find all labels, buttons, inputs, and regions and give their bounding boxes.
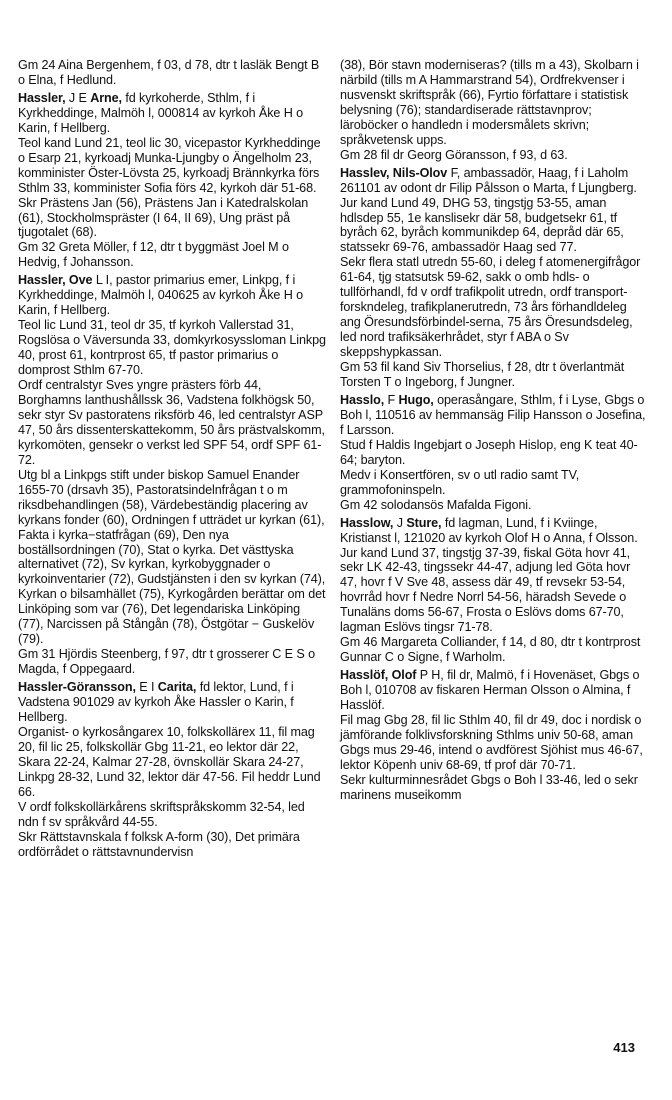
entry-details: fd kyrkoherde, Sthlm, f i Kyrkheddinge, Malmöh l, 000814 av kyrkoh Åke H o Karin, f Hellberg. — [18, 90, 304, 135]
entry-details: fd lagman, Lund, f i Kviinge, Kristianst l, 121020 av kyrkoh Olof H o Anna, f Olsson. — [340, 515, 638, 545]
entry-details: operasångare, Sthlm, f i Lyse, Gbgs o Boh l, 110516 av hemmansäg Filip Hansson o Josefina, f Larsson. — [340, 392, 646, 437]
entry-given-name: Hugo, — [398, 392, 434, 407]
entry-paragraph: Skr Prästens Jan (56), Prästens Jan i Katedralskolan (61), Stockholmspräster (I 64, II 69), Ung präst på tjugotalet (68). — [18, 195, 309, 240]
entry-paragraph: Medv i Konsertfören, sv o utl radio samt TV, grammofoninspeln. — [340, 467, 580, 497]
entry-paragraph: Teol lic Lund 31, teol dr 35, tf kyrkoh Vallerstad 31, Rogslösa o Väversunda 33, domkyrkosyssloman Linkpg 40, prost 61, kontrprost 65, tf pastor primarius o domprost Sthlm 67-70. — [18, 318, 326, 378]
entry-initials: J — [393, 515, 407, 530]
entry-paragraph: Gm 53 fil kand Siv Thorselius, f 28, dtr t överlantmät Torsten T o Ingeborg, f Jungner. — [340, 360, 625, 390]
entry-paragraph: Gm 28 fil dr Georg Göransson, f 93, d 63. — [340, 147, 568, 162]
entry-given-name: Nils-Olov — [392, 165, 448, 180]
entry-paragraph: (38), Bör stavn moderniseras? (tills m a 43), Skolbarn i närbild (tills m A Hammarstrand 54), Ordfrekvenser i nusvenskt skriftspråk (66), Fyrtio författare i statistisk belysning (76); standardiserade rättstavnprov; läroböcker o handledn i modersmålets skrivn; språkvetensk upps. — [340, 58, 639, 147]
entry-paragraph: Gm 32 Greta Möller, f 12, dtr t byggmäst Joel M o Hedvig, f Johansson. — [18, 240, 289, 270]
entry-paragraph: Sekr kulturminnesrådet Gbgs o Boh l 33-46, led o sekr marinens museikomm — [340, 772, 638, 802]
entry-paragraph: Gm 42 solodansös Mafalda Figoni. — [340, 497, 532, 512]
entry-given-name: Ove — [68, 273, 93, 288]
entry-paragraph: Stud f Haldis Ingebjart o Joseph Hislop, eng K teat 40-64; baryton. — [340, 437, 638, 467]
left-column — [18, 58, 328, 860]
entry-initials: E I — [135, 680, 158, 695]
entry-given-name: Olof — [391, 668, 417, 683]
entry-paragraph: Utg bl a Linkpgs stift under biskop Samuel Enander 1655-70 (drsavh 35), Pastoratsindelnfrågan t o m riksdbehandlingen (58), Värdebeständig placering av kyrkans fonder (60), Ordningen f utträdet ur kyrkan (61), Fakta i kyrka−statfrågan (69), Den nya boställsordningen (70), Stat o kyrka. Det västtyska alternativet (72), Sv kyrkan, kyrkobyggnader o kyrkoinventarier (72), Gudstjänsten i den sv kyrkan (74), Kyrkan o bilsamhället (75), Kyrkogården berättar om det Linköping som var (76), Det legendariska Linköping (77), Narcissen på Stångån (78), Östgötar − Guskelöv (79). — [18, 467, 326, 647]
entry-paragraph: Ordf centralstyr Sves yngre prästers förb 44, Borghamns lanthushållssk 36, Vadstena folkhögsk 50, sekr styr Sv pastoratens riksförb 46, led centralstyr ASP 47, 50 års dissenterskattekomm, 50 års prästvalskomm, kyrkomöten, gensekr o verkst led SPF 54, ordf SPF 61-72. — [18, 378, 325, 467]
entry-surname: Hassler, — [18, 273, 66, 288]
entry-paragraph: Skr Rättstavnskala f folksk A-form (30), Det primära ordförrådet o rättstavnundervisn — [18, 829, 300, 859]
biography-entry — [340, 516, 650, 546]
entry-paragraph: V ordf folkskollärkårens skriftspråkskomm 32-54, led ndn f sv språkvård 44-55. — [18, 799, 305, 829]
entry-initials: F — [384, 392, 399, 407]
entry-surname: Hasslo, — [340, 392, 385, 407]
biography-entry — [18, 680, 328, 725]
biography-entry — [18, 273, 328, 318]
right-column — [340, 58, 650, 803]
biography-entry — [18, 91, 328, 136]
entry-details: fd lektor, Lund, f i Vadstena 901029 av kyrkoh Åke Hassler o Karin, f Hellberg. — [18, 680, 294, 724]
entry-paragraph: Jur kand Lund 37, tingstjg 37-39, fiskal Göta hovr 41, sekr LK 42-43, tingssekr 44-47, adjung led Göta hovr 47, hovr f V Sve 48, assess där 49, tf revsekr 53-54, hovrråd hovr f Nedre Norrl 54-56, häradsh Sevede o Tunaläns doms 56-67, Frosta o Eslövs doms 67-70, lagman Eslövs tingsr 71-78. — [340, 545, 631, 635]
entry-surname: Hasslev, — [340, 165, 390, 180]
entry-paragraph: Jur kand Lund 49, DHG 53, tingstjg 53-55, aman hdlsdep 55, 1e kanslisekr där 58, budgetsekr 61, tf byråch 62, byråch kommunikdep 64, depråd där 65, statssekr 69-76, ambassadör Haag sed 77. — [340, 195, 624, 255]
entry-initials: J E — [65, 90, 91, 105]
entry-surname: Hasslow, — [340, 515, 394, 530]
entry-given-name: Carita, — [157, 680, 197, 695]
entry-paragraph: Organist- o kyrkosångarex 10, folkskollärex 11, fil mag 20, fil lic 25, folkskollär Gbg 11-21, eo lektor där 22, Skara 22-24, Kalmar 27-28, övnskollär Skara 24-27, Linkpg 28-32, Lund 32, lektor där 47-56. Fil heddr Lund 66. — [18, 724, 321, 799]
entry-details: L I, pastor primarius emer, Linkpg, f i Kyrkheddinge, Malmöh l, 040625 av kyrkoh Åke H o Karin, f Hellberg. — [18, 273, 304, 318]
biography-entry — [340, 668, 650, 713]
entry-paragraph: Gm 46 Margareta Colliander, f 14, d 80, dtr t kontrprost Gunnar C o Signe, f Warholm. — [340, 635, 641, 665]
entry-details: F, ambassadör, Haag, f i Laholm 261101 av odont dr Filip Pålsson o Marta, f Ljungberg. — [340, 165, 637, 195]
entry-paragraph: Sekr flera statl utredn 55-60, i deleg f atomenergifrågor 61-64, tjg statsutsk 59-62, sakk o omb hdls- o tullförhandl, fd v ordf trafikpolit utredn, ordf transport-forskndeleg, trafikplanerutredn, 73 års förhandldeleg ang Öresundsförbindel-serna, 75 års Öresundsdeleg, led nord trafiksäkerhrådet, styr f ABA o Sv skeppshypkassan. — [340, 255, 641, 360]
entry-surname: Hasslöf, — [340, 668, 389, 683]
page-number: 413 — [613, 1040, 635, 1055]
entry-paragraph: Fil mag Gbg 28, fil lic Sthlm 40, fil dr 49, doc i nordisk o jämförande folklivsforskning Sthlms univ 50-68, aman Gbgs mus 29-46, intend o avdförest Sjöhist mus 46-67, lektor Köpenh univ 68-69, tf prof där 70-71. — [340, 712, 643, 772]
entry-surname: Hassler-Göransson, — [18, 680, 136, 695]
entry-details: P H, fil dr, Malmö, f i Hovenäset, Gbgs o Boh l, 010708 av fiskaren Herman Olsson o Almina, f Hasslöf. — [340, 668, 640, 713]
biography-entry — [340, 393, 650, 438]
entry-paragraph: Teol kand Lund 21, teol lic 30, vicepastor Kyrkheddinge o Esarp 21, kyrkoadj Munka-Ljungby o Ängelholm 23, komminister Öster-Lövsta 25, kyrkoadj Brännkyrka förs Sthlm 33, komminister Sofia förs 42, kyrkoh där 51-68. — [18, 135, 321, 195]
entry-paragraph: Gm 24 Aina Bergenhem, f 03, d 78, dtr t lasläk Bengt B o Elna, f Hedlund. — [18, 58, 320, 87]
entry-surname: Hassler, — [18, 90, 66, 105]
entry-given-name: Arne, — [90, 90, 122, 105]
entry-paragraph: Gm 31 Hjördis Steenberg, f 97, dtr t grosserer C E S o Magda, f Oppegaard. — [18, 647, 315, 677]
biography-entry — [340, 166, 650, 196]
entry-given-name: Sture, — [406, 515, 442, 530]
